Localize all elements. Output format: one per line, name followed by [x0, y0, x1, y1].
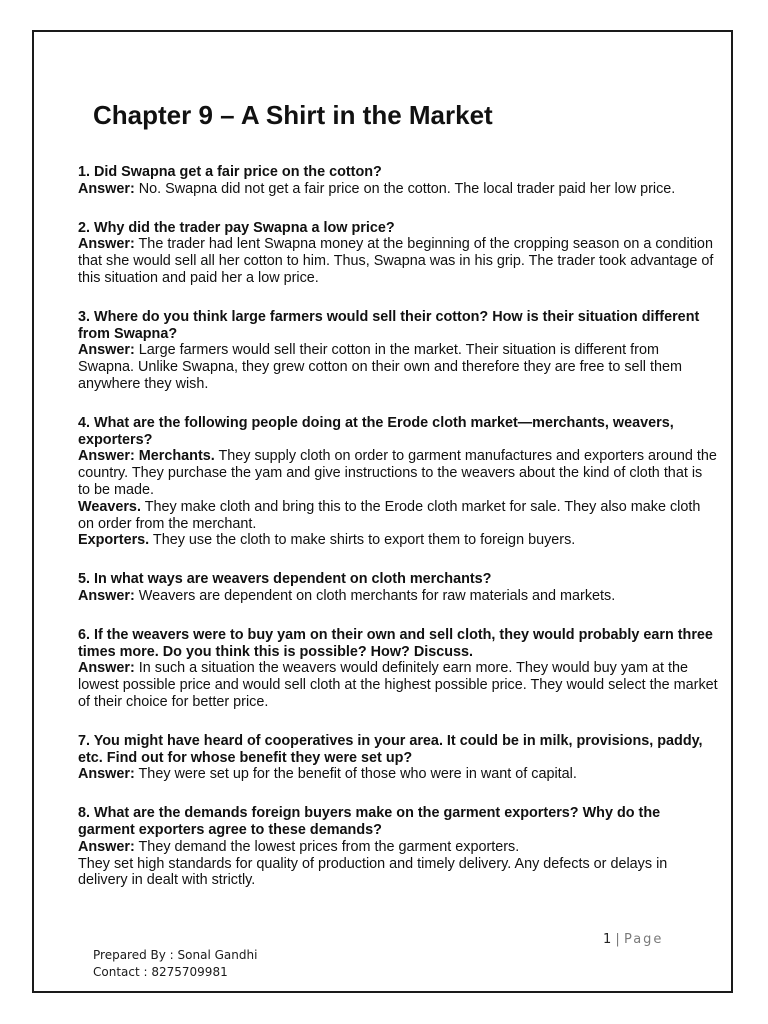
answer-4-merchants	[78, 448, 718, 498]
question-4: 4. What are the following people doing at the Erode cloth market—merchants, weavers, exporters?	[78, 414, 674, 448]
question-3: 3. Where do you think large farmers would sell their cotton? How is their situation different from Swapna?	[78, 308, 700, 342]
qa-item-2	[78, 220, 718, 287]
answer-text: No. Swapna did not get a fair price on the cotton. The local trader paid her low price.	[134, 180, 676, 197]
answer-4-weavers	[78, 499, 718, 533]
qa-list	[78, 164, 718, 911]
weavers-text: They make cloth and bring this to the Erode cloth market for sale. They also make cloth on order from the merchant.	[78, 498, 701, 532]
answer-text: Large farmers would sell their cotton in the market. Their situation is different from Swapna. Unlike Swapna, they grew cotton on their own and therefore they are free to sell them anywhere they wish.	[78, 342, 682, 392]
page-label: Page	[623, 932, 664, 947]
answer-5	[78, 588, 718, 605]
answer-text: Weavers are dependent on cloth merchants for raw materials and markets.	[134, 587, 616, 604]
answer-label: Answer:	[78, 660, 135, 677]
answer-label: Answer:	[78, 236, 135, 253]
answer-7	[78, 766, 718, 783]
answer-label: Answer: Merchants.	[78, 448, 215, 465]
answer-1	[78, 181, 718, 198]
prepared-by: Prepared By : Sonal Gandhi	[93, 948, 258, 962]
exporters-text: They use the cloth to make shirts to export them to foreign buyers.	[149, 532, 576, 549]
question-7: 7. You might have heard of cooperatives in your area. It could be in milk, provisions, paddy, etc. Find out for whose benefit they were set up?	[78, 732, 703, 766]
page-number	[603, 932, 663, 947]
qa-item-8	[78, 805, 718, 889]
answer-label: Answer:	[78, 587, 135, 604]
page-title: Chapter 9 – A Shirt in the Market	[93, 100, 493, 130]
answer-text: In such a situation the weavers would definitely earn more. They would buy yam at the lowest possible price and would sell cloth at the highest possible price. They would select the market of their choice for better price.	[78, 660, 718, 710]
page-number-value: 1	[603, 932, 612, 947]
answer-8-extra: They set high standards for quality of production and timely delivery. Any defects or delays in delivery in dealt with strictly.	[78, 855, 668, 889]
answer-2	[78, 236, 718, 286]
qa-item-5	[78, 571, 718, 605]
answer-text: The trader had lent Swapna money at the beginning of the cropping season on a condition that she would sell all her cotton to him. Thus, Swapna was in his grip. The trader took advantage of this situation and paid her a low price.	[78, 236, 714, 286]
qa-item-6	[78, 627, 718, 711]
answer-label: Answer:	[78, 838, 135, 855]
contact: Contact : 8275709981	[93, 965, 228, 979]
question-5: 5. In what ways are weavers dependent on cloth merchants?	[78, 571, 492, 588]
answer-3	[78, 342, 718, 392]
qa-item-1	[78, 164, 718, 198]
weavers-label: Weavers.	[78, 498, 141, 515]
answer-text: They supply cloth on order to garment manufactures and exporters around the country. They purchase the yam and give instructions to the weavers about the kind of cloth that is to be made.	[78, 448, 717, 498]
qa-item-7	[78, 733, 718, 783]
footer	[93, 947, 257, 981]
answer-label: Answer:	[78, 766, 135, 783]
question-1: 1. Did Swapna get a fair price on the cotton?	[78, 164, 382, 180]
answer-8	[78, 839, 718, 856]
qa-item-4	[78, 415, 718, 549]
question-6: 6. If the weavers were to buy yam on their own and sell cloth, they would probably earn three times more. Do you think this is possible? How? Discuss.	[78, 626, 713, 660]
answer-6	[78, 660, 718, 710]
qa-item-3	[78, 309, 718, 393]
answer-4-exporters	[78, 532, 718, 549]
question-2: 2. Why did the trader pay Swapna a low price?	[78, 219, 395, 236]
page-separator: |	[615, 932, 620, 947]
answer-text: They demand the lowest prices from the garment exporters.	[134, 838, 520, 855]
question-8: 8. What are the demands foreign buyers make on the garment exporters? Why do the garment exporters agree to these demands?	[78, 805, 661, 838]
answer-label: Answer:	[78, 180, 135, 197]
answer-text: They were set up for the benefit of those who were in want of capital.	[134, 766, 577, 783]
answer-label: Answer:	[78, 342, 135, 359]
exporters-label: Exporters.	[78, 532, 150, 549]
